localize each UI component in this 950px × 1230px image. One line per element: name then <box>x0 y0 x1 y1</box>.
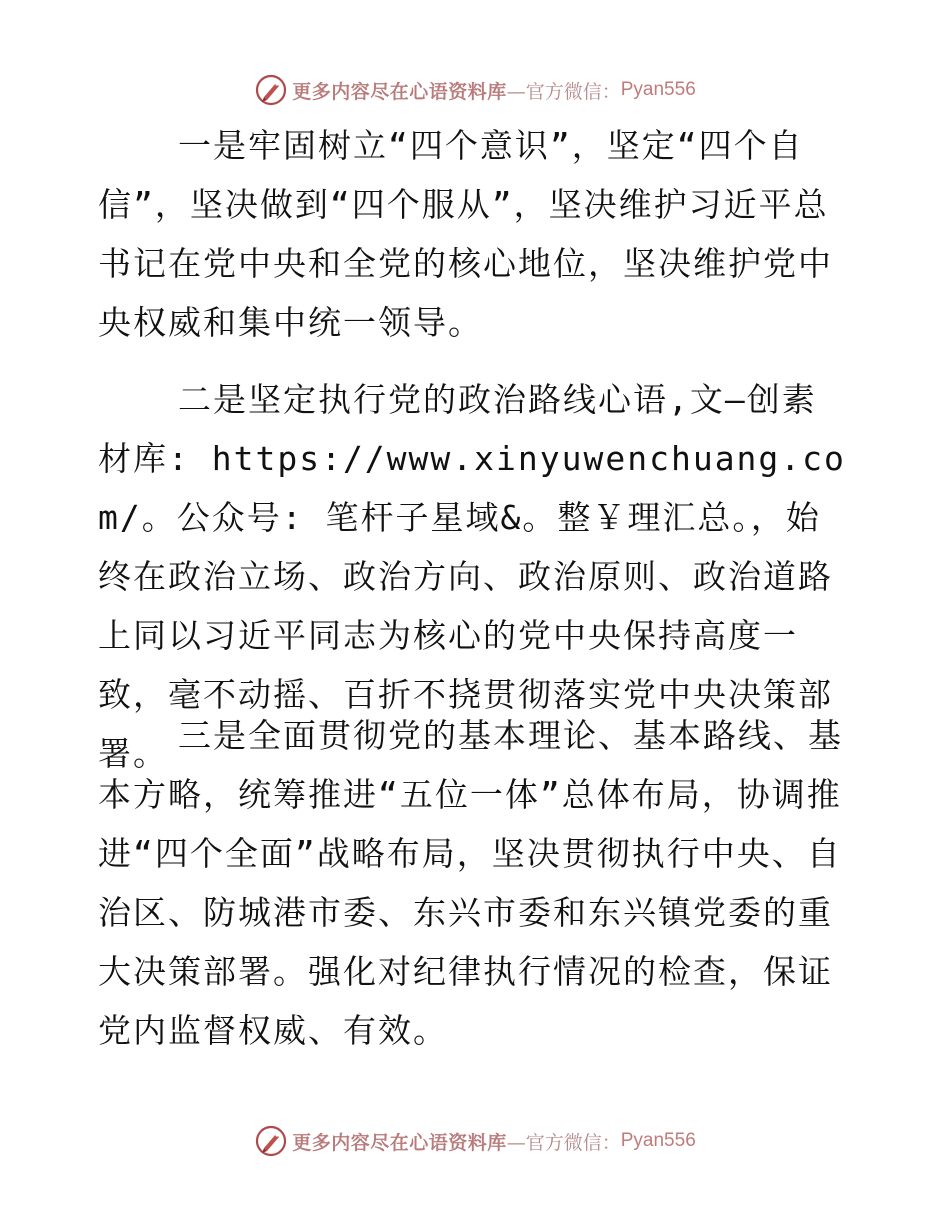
banner-main-text: 更多内容尽在心语资料库 <box>292 1131 507 1154</box>
footer-watermark-banner <box>0 1121 950 1161</box>
banner-main-text: 更多内容尽在心语资料库 <box>292 80 507 103</box>
banner-sub-text: —官方微信： <box>506 1131 621 1154</box>
banner-sub-text: —官方微信： <box>506 80 621 103</box>
banner-wechat-id: Pyan556 <box>620 1130 696 1151</box>
body-paragraph-2: 二是坚定执行党的政治路线心语,文—创素材库: https://www.xinyuwenchuang.com/。公众号: 笔杆子星域&。整￥理汇总。，始终在政治立场、政治方向、政治原则、政治道路上同以习近平同志为核心的党中央保持高度一致，毫不动摇、百折不挠贯彻落实党中央决策部署。 <box>98 380 846 773</box>
body-paragraph-3: 三是全面贯彻党的基本理论、基本路线、基本方略，统筹推进“五位一体”总体布局，协调推进“四个全面”战略布局，坚决贯彻执行中央、自治区、防城港市委、东兴市委和东兴镇党委的重大决策部署。强化对纪律执行情况的检查，保证党内监督权威、有效。 <box>98 716 843 1050</box>
pen-nib-logo-icon <box>254 73 288 107</box>
body-paragraph-1: 一是牢固树立“四个意识”，坚定“四个自信”，坚决做到“四个服从”，坚决维护习近平总书记在党中央和全党的核心地位，坚决维护党中央权威和集中统一领导。 <box>98 126 833 342</box>
banner-wechat-id: Pyan556 <box>620 79 696 100</box>
pen-nib-logo-icon <box>254 1124 288 1158</box>
header-watermark-banner <box>0 70 950 110</box>
